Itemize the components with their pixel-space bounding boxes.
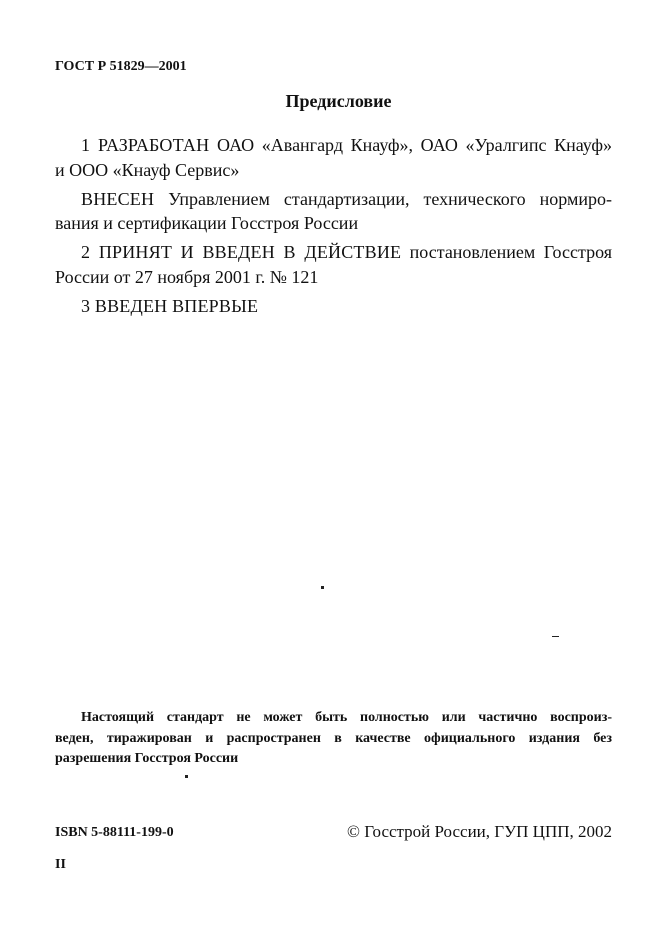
paragraph-text: Управлением стандартизации, технического нормиро-: [168, 189, 613, 209]
scan-speck: [185, 775, 188, 778]
paragraph-4: 3 ВВЕДЕН ВПЕРВЫЕ: [81, 296, 259, 316]
paragraph-3-line-2: России от 27 ноября 2001 г. № 121: [55, 267, 319, 287]
paragraph-2-line-1: [81, 189, 612, 209]
paragraph-lead: 1 РАЗРАБОТАН: [81, 135, 210, 155]
paragraph-2-line-2: вания и сертификации Госстроя России: [55, 213, 359, 233]
paragraph-3-line-1: [81, 242, 612, 262]
standard-number: ГОСТ Р 51829—2001: [55, 59, 187, 74]
paragraph-1-line-1: [81, 135, 612, 155]
paragraph-lead: ВНЕСЕН: [81, 189, 155, 209]
paragraph-1-line-2: и ООО «Кнауф Сервис»: [55, 160, 240, 180]
paragraph-text: ОАО «Авангард Кнауф», ОАО «Уралгипс Кнауф»: [216, 135, 612, 155]
copyright: © Госстрой России, ГУП ЦПП, 2002: [347, 822, 612, 841]
notice-line-3: разрешения Госстроя России: [55, 751, 239, 766]
scan-speck: [321, 586, 324, 589]
page-title: Предисловие: [285, 91, 392, 111]
paragraph-lead: 2 ПРИНЯТ И ВВЕДЕН В ДЕЙСТВИЕ: [81, 242, 402, 262]
scan-speck: [552, 636, 559, 637]
paragraph-text: постановлением Госстроя: [409, 242, 612, 262]
notice-line-1: Настоящий стандарт не может быть полностью или частично воспроиз-: [81, 710, 612, 725]
notice-line-2: веден, тиражирован и распространен в качестве официального издания без: [55, 731, 612, 746]
page-number: II: [55, 857, 66, 872]
isbn: ISBN 5-88111-199-0: [55, 825, 174, 840]
